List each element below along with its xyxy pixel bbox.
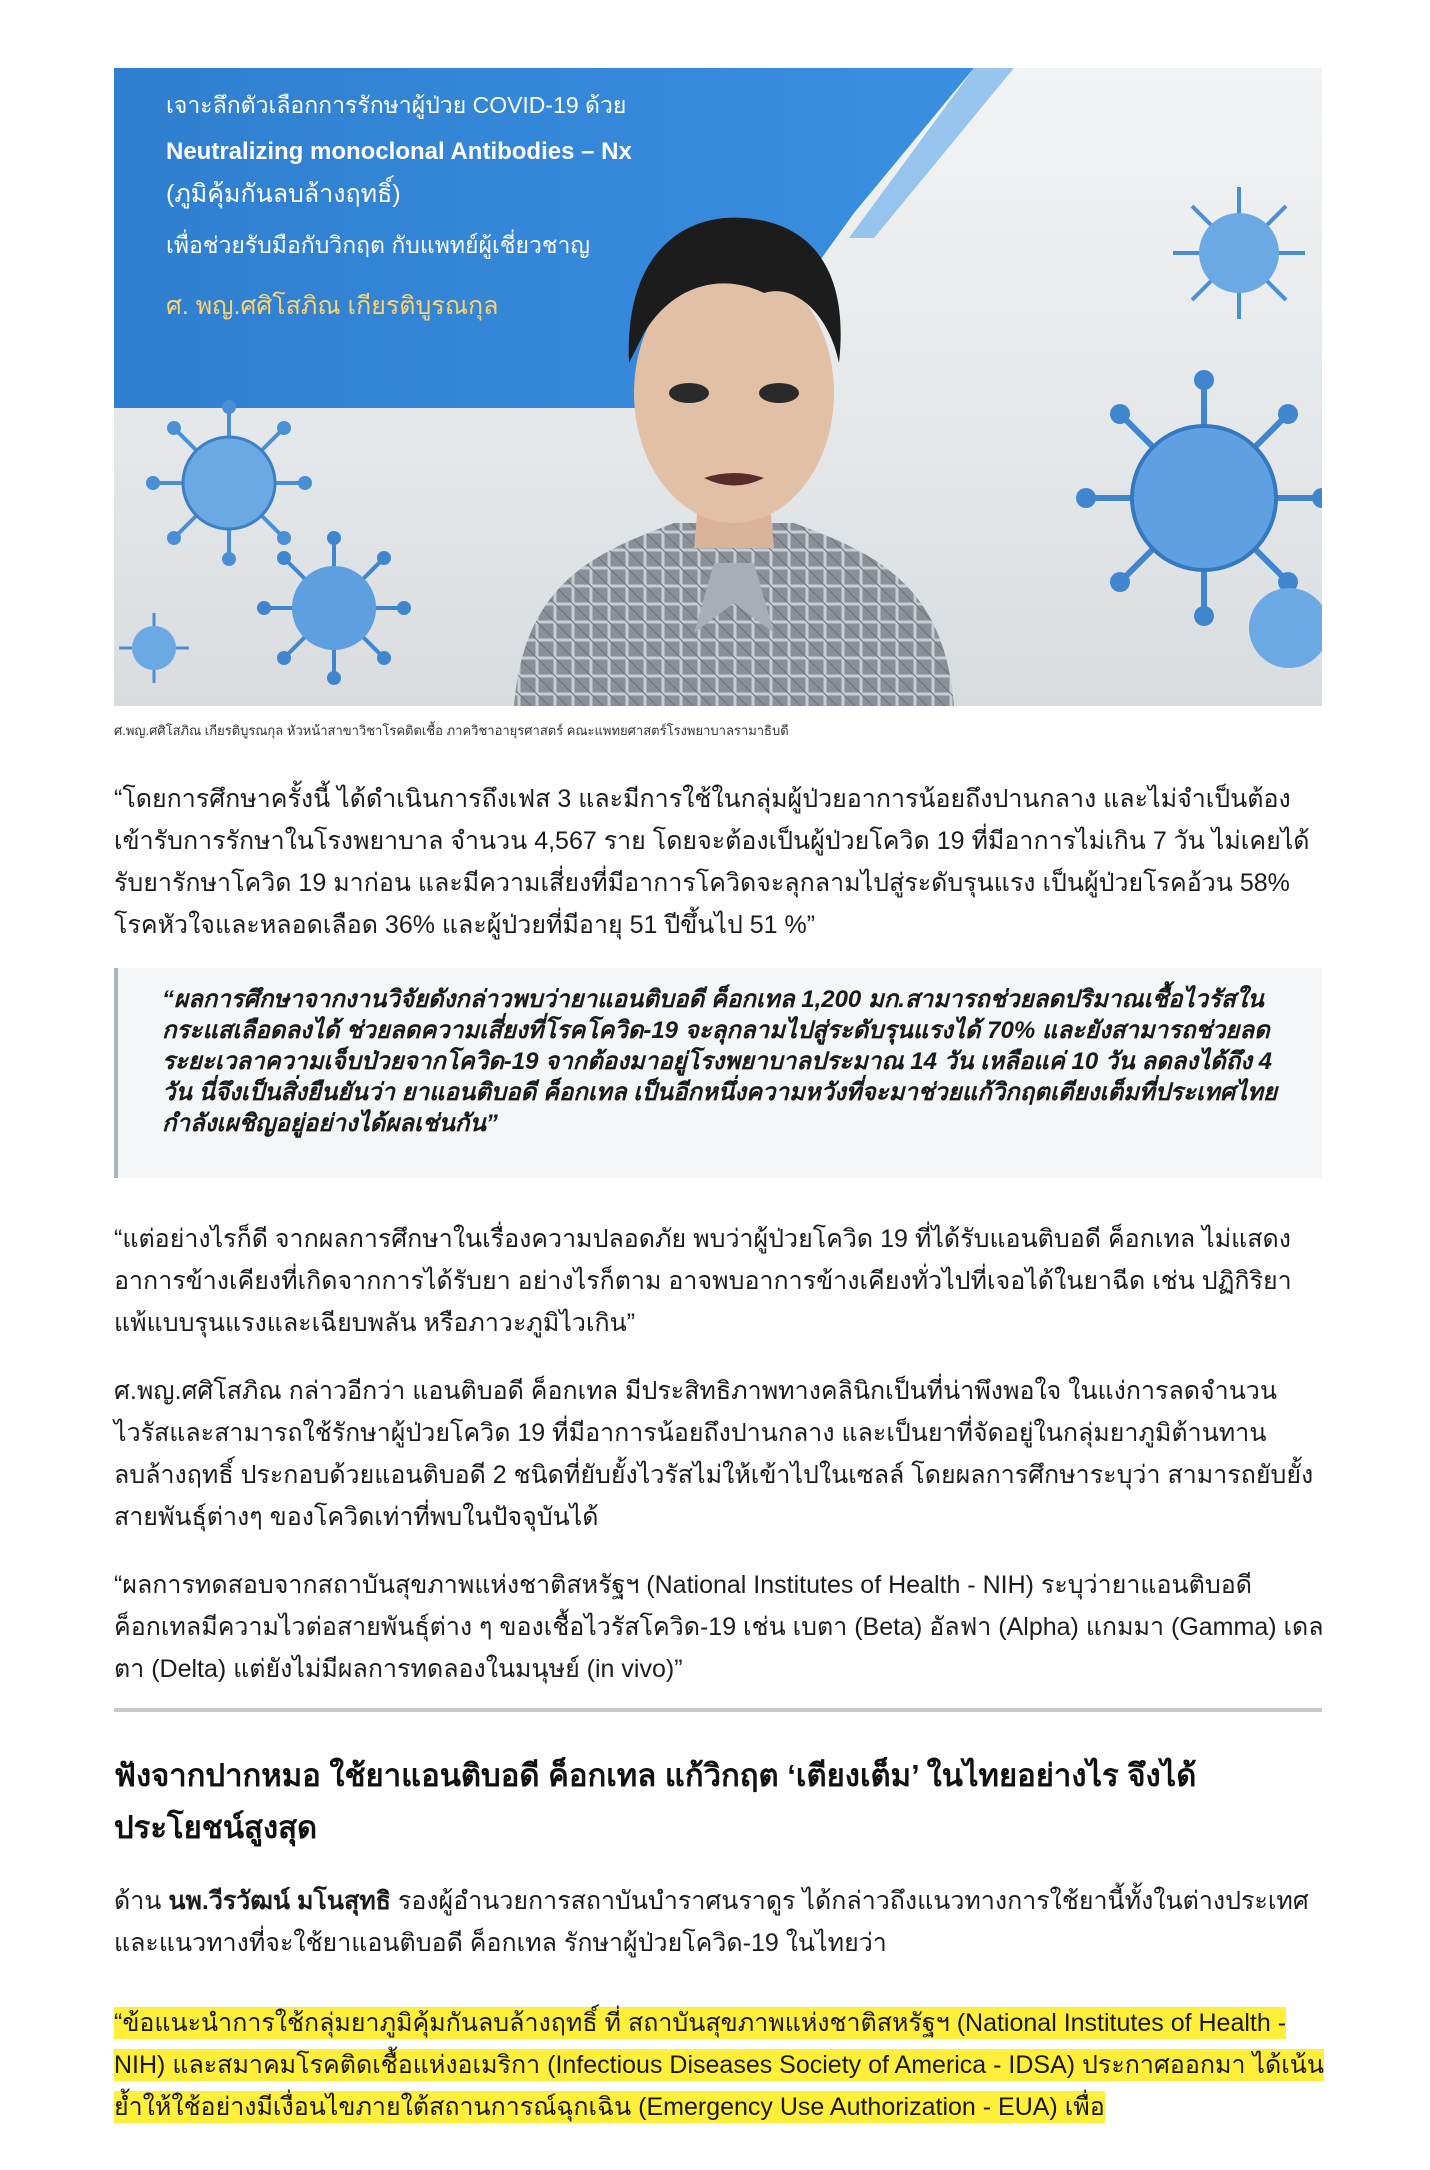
hero-image — [114, 68, 1322, 706]
highlighted-text: “ข้อแนะนำการใช้กลุ่มยาภูมิคุ้มกันลบล้างฤทธิ์ ที่ สถาบันสุขภาพแห่งชาติสหรัฐฯ (National Institutes of Health - NIH) และสมาคมโรคติดเชื้อแห่งอเมริกา (Infectious Diseases Society of America - IDSA) ประกาศออกมา ได้เน้นย้ำให้ใช้อย่างมีเงื่อนไขภายใต้สถานการณ์ฉุกเฉิน (Emergency Use Authorization - EUA) เพื่อ — [114, 2009, 1324, 2121]
virus-icon — [1244, 568, 1322, 688]
virus-icon — [114, 608, 194, 688]
virus-icon — [254, 528, 414, 688]
paragraph-efficacy: ศ.พญ.ศศิโสภิณ กล่าวอีกว่า แอนติบอดี ค็อกเทล มีประสิทธิภาพทางคลินิกเป็นที่น่าพึงพอใจ ในแง่การลดจำนวนไวรัสและสามารถใช้รักษาผู้ป่วยโควิด 19 ที่มีอาการน้อยถึงปานกลาง และเป็นยาที่จัดอยู่ในกลุ่มยาภูมิต้านทานลบล้างฤทธิ์ ประกอบด้วยแอนติบอดี 2 ชนิดที่ยับยั้งไวรัสไม่ให้เข้าไปในเซลล์ โดยผลการศึกษาระบุว่า สามารถยับยั้งสายพันธุ์ต่างๆ ของโควิดเท่าที่พบในปัจจุบันได้ — [114, 1377, 1314, 1531]
pull-quote-text: “ผลการศึกษาจากงานวิจัยดังกล่าวพบว่ายาแอนติบอดี ค็อกเทล 1,200 มก.สามารถช่วยลดปริมาณเชื้อไวรัสในกระแสเลือดลงได้ ช่วยลดความเสี่ยงที่โรคโควิด-19 จะลุกลามไปสู่ระดับรุนแรงได้ 70% และยังสามารถช่วยลดระยะเวลาความเจ็บป่วยจากโควิด-19 จากต้องมาอยู่โรงพยาบาลประมาณ 14 วัน เหลือแค่ 10 วัน ลดลงได้ถึง 4 วัน นี่จึงเป็นสิ่งยืนยันว่า ยาแอนติบอดี ค็อกเทล เป็นอีกหนึ่งความหวังที่จะมาช่วยแก้วิกฤตเตียงเต็มที่ประเทศไทยกำลังเผชิญอยู่อย่างได้ผลเช่นกัน” — [162, 986, 1278, 1137]
highlighted-paragraph — [114, 2002, 1324, 2128]
hero-line-1: เจาะลึกตัวเลือกการรักษาผู้ป่วย COVID-19 ด้วย — [166, 92, 627, 118]
paragraph-prefix: ด้าน — [114, 1887, 169, 1915]
hero-title-block — [166, 82, 886, 326]
speaker-name: นพ.วีรวัฒน์ มโนสุทธิ — [168, 1887, 391, 1915]
paragraph-intro-speaker — [114, 1880, 1324, 1964]
image-caption: ศ.พญ.ศศิโสภิณ เกียรติบูรณกุล หัวหน้าสาขาวิชาโรคติดเชื้อ ภาควิชาอายุรศาสตร์ คณะแพทยศาสตร์โรงพยาบาลรามาธิบดี — [114, 723, 789, 738]
section-divider — [114, 1708, 1322, 1712]
hero-speaker-name: ศ. พญ.ศศิโสภิณ เกียรติบูรณกุล — [166, 292, 499, 320]
paragraph-body: รองผู้อำนวยการสถาบันบำราศนราดูร ได้กล่าวถึงแนวทางการใช้ยานี้ทั้งในต่างประเทศและแนวทางที่จะใช้ยาแอนติบอดี ค็อกเทล รักษาผู้ป่วยโควิด-19 ในไทยว่า — [114, 1887, 1309, 1957]
hero-line-4: เพื่อช่วยรับมือกับวิกฤต กับแพทย์ผู้เชี่ยวชาญ — [166, 232, 590, 258]
section-heading: ฟังจากปากหมอ ใช้ยาแอนติบอดี ค็อกเทล แก้วิกฤต ‘เตียงเต็ม’ ในไทยอย่างไร จึงได้ประโยชน์สูงสุด — [114, 1758, 1197, 1845]
pull-quote — [114, 968, 1322, 1178]
hero-line-2: Neutralizing monoclonal Antibodies – Nx — [166, 138, 632, 165]
hero-line-3: (ภูมิคุ้มกันลบล้างฤทธิ์) — [166, 180, 401, 208]
paragraph-nih-results: “ผลการทดสอบจากสถาบันสุขภาพแห่งชาติสหรัฐฯ (National Institutes of Health - NIH) ระบุว่ายาแอนติบอดี ค็อกเทลมีความไวต่อสายพันธุ์ต่าง ๆ ของเชื้อไวรัสโควิด-19 เช่น เบตา (Beta) อัลฟา (Alpha) แกมมา (Gamma) เดลตา (Delta) แต่ยังไม่มีผลการทดลองในมนุษย์ (in vivo)” — [114, 1571, 1324, 1683]
virus-icon — [1164, 178, 1314, 328]
paragraph-study-phase: “โดยการศึกษาครั้งนี้ ได้ดำเนินการถึงเฟส 3 และมีการใช้ในกลุ่มผู้ป่วยอาการน้อยถึงปานกลาง และไม่จำเป็นต้องเข้ารับการรักษาในโรงพยาบาล จำนวน 4,567 ราย โดยจะต้องเป็นผู้ป่วยโควิด 19 ที่มีอาการไม่เกิน 7 วัน ไม่เคยได้รับยารักษาโควิด 19 มาก่อน และมีความเสี่ยงที่มีอาการโควิดจะลุกลามไปสู่ระดับรุนแรง เป็นผู้ป่วยโรคอ้วน 58% โรคหัวใจและหลอดเลือด 36% และผู้ป่วยที่มีอายุ 51 ปีขึ้นไป 51 %” — [114, 785, 1310, 939]
paragraph-safety: “แต่อย่างไรก็ดี จากผลการศึกษาในเรื่องความปลอดภัย พบว่าผู้ป่วยโควิด 19 ที่ได้รับแอนติบอดี ค็อกเทล ไม่แสดงอาการข้างเคียงที่เกิดจากการได้รับยา อย่างไรก็ตาม อาจพบอาการข้างเคียงทั่วไปที่เจอได้ในยาฉีด เช่น ปฏิกิริยาแพ้แบบรุนแรงและเฉียบพลัน หรือภาวะภูมิไวเกิน” — [114, 1225, 1292, 1337]
